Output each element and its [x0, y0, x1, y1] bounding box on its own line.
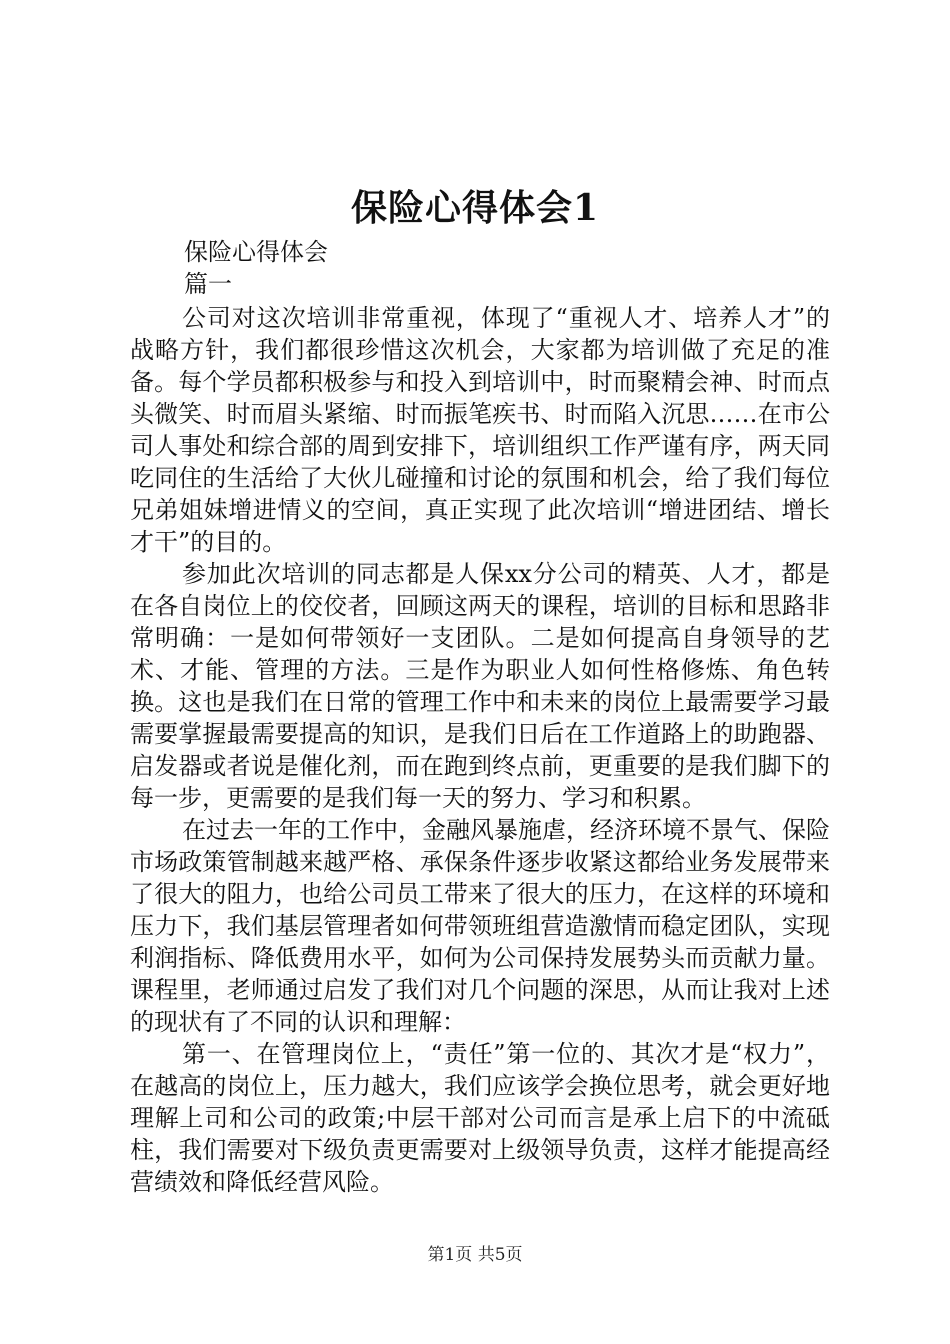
document-title: 保险心得体会1: [350, 187, 600, 229]
paragraph: 公司对这次培训非常重视，体现了“重视人才、培养人才”的战略方针，我们都很珍惜这次机会，大家都为培训做了充足的准备。每个学员都积极参与和投入到培训中，时而聚精会神、时而点头微笑、时而眉头紧缩、时而振笔疾书、时而陷入沉思……在市公司人事处和综合部的周到安排下，培训组织工作严谨有序，两天同吃同住的生活给了大伙儿碰撞和讨论的氛围和机会，给了我们每位兄弟姐妹增进情义的空间，真正实现了此次培训“增进团结、增长才干”的目的。: [130, 304, 830, 556]
paragraph: 在过去一年的工作中，金融风暴施虐，经济环境不景气、保险市场政策管制越来越严格、承保条件逐步收紧这都给业务发展带来了很大的阻力，也给公司员工带来了很大的压力，在这样的环境和压力下，我们基层管理者如何带领班组营造激情而稳定团队，实现利润指标、降低费用水平，如何为公司保持发展势头而贡献力量。课程里，老师通过启发了我们对几个问题的深思，从而让我对上述的现状有了不同的认识和理解：: [130, 816, 830, 1036]
section-heading: 篇一: [184, 270, 232, 298]
document-subtitle: 保险心得体会: [184, 238, 328, 266]
paragraph: 第一、在管理岗位上，“责任”第一位的、其次才是“权力”，在越高的岗位上，压力越大，我们应该学会换位思考，就会更好地理解上司和公司的政策;中层干部对公司而言是承上启下的中流砥柱，我们需要对下级负责更需要对上级领导负责，这样才能提高经营绩效和降低经营风险。: [130, 1040, 830, 1196]
paragraph: 参加此次培训的同志都是人保xx分公司的精英、人才，都是在各自岗位上的佼佼者，回顾这两天的课程，培训的目标和思路非常明确：一是如何带领好一支团队。二是如何提高自身领导的艺术、才能、管理的方法。三是作为职业人如何性格修炼、角色转换。这也是我们在日常的管理工作中和未来的岗位上最需要学习最需要掌握最需要提高的知识，是我们日后在工作道路上的助跑器、启发器或者说是催化剂，而在跑到终点前，更重要的是我们脚下的每一步，更需要的是我们每一天的努力、学习和积累。: [130, 560, 830, 812]
document-body: [130, 302, 830, 1198]
page-footer: 第1页 共5页: [427, 1245, 523, 1265]
